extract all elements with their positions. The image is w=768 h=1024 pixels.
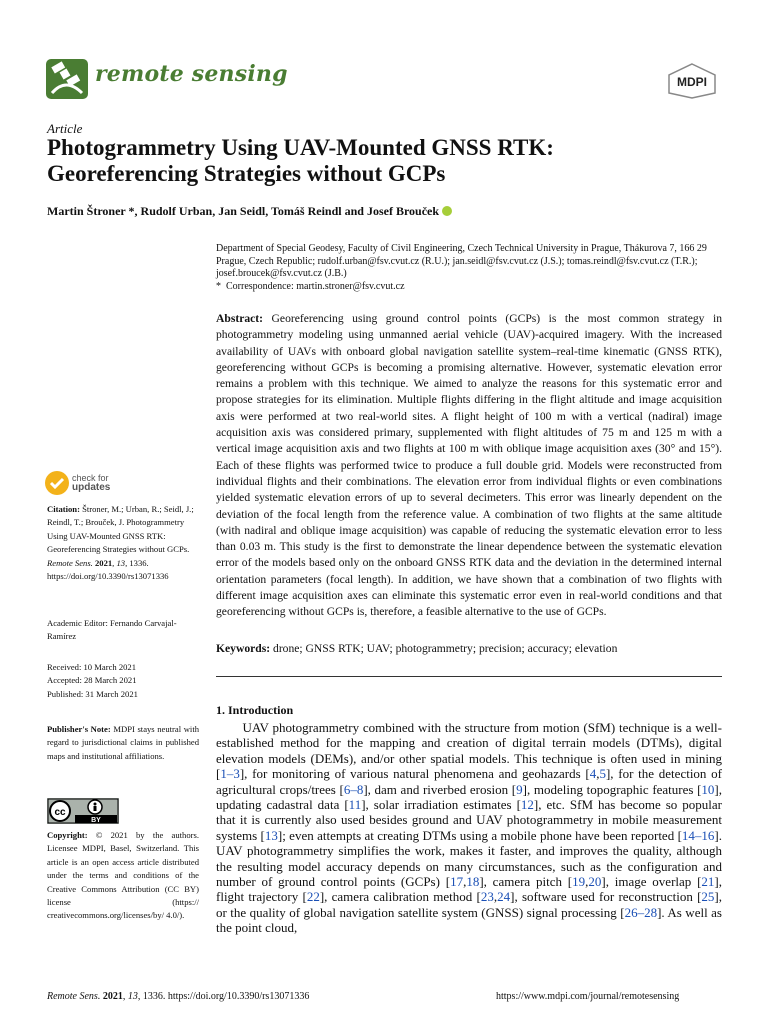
ref-link[interactable]: 11 [348,797,362,813]
section-divider [216,676,722,677]
publisher-note [47,723,199,763]
ref-link[interactable]: 12 [520,797,534,813]
mdpi-logo [666,63,718,99]
ref-link[interactable]: 9 [516,781,523,797]
footer-doi[interactable]: , 1336. https://doi.org/10.3390/rs13071336 [137,991,310,1002]
footer-journal-url[interactable]: https://www.mdpi.com/journal/remotesensing [496,991,680,1002]
introduction-text: UAV photogrammetry combined with the structure from motion (SfM) technique is a well-established method for the mapping and creation of digital terrain models (DTMs), digital elevation models (DEMs), and/or other spatial models. This technique is often used in mining [1–3], for monitoring of various natural phenomena and geohazards [4,5], for the detection of agricultural crops/trees [6–8], dam and riverbed erosion [9], modeling topographic features [10], updating cadastral data [11], solar irradiation estimates [12], etc. SfM has become so popular that it is currently also used besides ground and UAV photogrammetry in mobile measurement systems [13]; even attempts at creating DTMs using a mobile phone have been reported [14–16]. UAV photogrammetry simplifies the work, makes it faster, and improves the quality, although the resulting model accuracy depends on many circumstances, such as the configuration and number of ground control points (GCPs) [17,18], camera pitch [19,20], image overlap [21], flight trajectory [22], camera calibration method [23,24], software used for reconstruction [25], or the quality of global navigation satellite system (GNSS) signal processing [26–28]. As well as the point cloud, [216,720,723,936]
article-type: Article [47,121,83,136]
mdpi-text: MDPI [677,75,707,89]
abstract-label: Abstract: [216,312,264,325]
keywords-text: drone; GNSS RTK; UAV; photogrammetry; precision; accuracy; elevation [273,642,618,655]
citation-journal: Remote Sens. [47,557,93,568]
cc-by-license-badge[interactable] [47,798,119,824]
section-heading: 1. Introduction [216,703,294,717]
received-date: Received: 10 March 2021 [47,662,137,672]
ref-link[interactable]: 10 [701,781,715,797]
journal-name: remote sensing [95,61,288,87]
abstract [216,311,722,621]
copyright-label: Copyright: [47,830,88,840]
check-for-updates-button[interactable] [44,470,174,496]
ref-link[interactable]: 22 [306,889,320,905]
published-date: Published: 31 March 2021 [47,688,138,699]
remote-sensing-logo-icon [46,59,88,99]
ref-link[interactable]: 21 [701,874,715,890]
keywords [216,641,722,657]
ref-link[interactable]: 6–8 [343,781,364,797]
citation-volume: 13 [116,557,126,568]
paper-title: Photogrammetry Using UAV-Mounted GNSS RTK: Georeferencing Strategies without GCPs [47,135,554,186]
orcid-icon[interactable] [442,206,452,216]
ref-link[interactable]: 19 [572,874,586,890]
copyright-text: © 2021 by the authors. Licensee MDPI, Basel, Switzerland. This article is an open access article distributed under the terms and conditions of the Creative Commons Attribution (CC BY) license (https:// creativecommons.org/licenses/by/ 4.0/). [47,830,199,921]
check-updates-line2: updates [72,482,111,493]
ref-link[interactable]: 25 [701,889,715,905]
abstract-text: Georeferencing using ground control points (GCPs) is the most common strategy in photogrammetry modeling using unmanned aerial vehicle (UAV)-acquired imagery. With the increased availability of UAVs with onboard global navigation satellite system–real-time kinematic (GNSS RTK), georeferencing without GCPs is becoming a promising alternative. However, systematic elevation error remains a problem with this technique. We aimed to analyze the reasons for this systematic error and propose strategies for its elimination. Multiple flights differing in the flight altitude and image acquisition axis were performed at two real-world sites. A flight height of 100 m with a vertical (nadiral) image acquisition axis was considered primary, supplemented with flight altitudes of 75 m and 125 m with a vertical image acquisition axis and two flights at 100 m with oblique image acquisition axes (30° and 15°). Each of these flights was performed twice to produce a full double grid. Models were reconstructed from individual flights and their combinations. The elevation error from individual flights or even combinations yielded systematic elevation errors of up to several decimeters. This error was linearly dependent on the deviation of the focal length from the reference value. A combination of two flights at the same altitude (with nadiral and oblique image acquisition) was capable of reducing the systematic elevation error to less than 0.03 m. This study is the first to demonstrate the linear dependence between the systematic elevation error of the models based only on the onboard GNSS RTK data and the deviation in the determined internal orientation parameters (focal length). In addition, we have shown that a combination of two flights with different image acquisition axes can eliminate this systematic error even in real-world conditions and that georeferencing without GCPs is, therefore, a feasible alternative to the use of GCPs. [216,312,723,619]
author-list [47,204,452,219]
citation-pages: , 1336. [125,557,149,568]
ref-link[interactable]: 20 [588,874,602,890]
ref-link[interactable]: 26–28 [624,904,658,920]
ref-link[interactable]: 24 [497,889,511,905]
footer-volume: 13 [127,991,138,1002]
ref-link[interactable]: 4 [589,766,597,782]
correspondence: * Correspondence: martin.stroner@fsv.cvut.cz [216,280,405,292]
check-updates-line1: check for [72,473,109,483]
footer-journal: Remote Sens. [47,991,101,1002]
publisher-note-label: Publisher's Note: [47,724,111,734]
affiliation: Department of Special Geodesy, Faculty of Civil Engineering, Czech Technical University in Prague, Thákurova 7, 166 29 Prague, Czech Republic; rudolf.urban@fsv.cvut.cz (R.U.); jan.seidl@fsv.cvut.cz (J.S.); tomas.reindl@fsv.cvut.cz (T.R.); josef.broucek@fsv.cvut.cz (J.B.) [216,243,707,280]
svg-text:cc: cc [54,807,66,818]
accepted-date: Accepted: 28 March 2021 [47,675,137,686]
keywords-label: Keywords: [216,642,271,655]
footer-citation: Remote Sens. 2021, 13, 1336. https://doi.org/10.3390/rs13071336 [47,991,310,1002]
cc-by-label: BY [91,817,101,824]
ref-link[interactable]: 5 [599,766,606,782]
ref-link[interactable]: 18 [466,874,480,890]
footer-year: 2021 [102,991,123,1002]
citation-block: Citation: Štroner, M.; Urban, R.; Seidl, J.; Reindl, T.; Brouček, J. Photogrammetry Using UAV-Mounted GNSS RTK: Georeferencing Strategies without GCPs. Remote Sens. 2021, 13, 1336. https://doi.org/10.3390/rs13071336 [47,504,194,582]
ref-link[interactable]: 1–3 [220,766,240,782]
copyright-block [47,829,199,923]
publisher-note-text: MDPI stays neutral with regard to jurisdictional claims in published maps and institutional affiliations. [47,724,200,761]
check-updates-icon [44,470,70,496]
ref-link[interactable]: 14–16 [681,827,715,843]
dates-block [47,661,199,701]
authors-text: Martin Štroner *, Rudolf Urban, Jan Seidl, Tomáš Reindl and Josef Brouček [47,204,440,218]
citation-label: Citation: [47,504,80,514]
ref-link[interactable]: 17 [450,874,464,890]
ref-link[interactable]: 23 [480,889,494,905]
ref-link[interactable]: 13 [264,827,278,843]
academic-editor: Academic Editor: Fernando Carvajal-Ramírez [47,618,177,642]
citation-doi-link[interactable]: https://doi.org/10.3390/rs13071336 [47,571,169,582]
affiliation-block [216,243,726,293]
citation-year: 2021 [94,557,113,568]
citation-text: Štroner, M.; Urban, R.; Seidl, J.; Reindl, T.; Brouček, J. Photogrammetry Using UAV-Mounted GNSS RTK: Georeferencing Strategies without GCPs. [47,504,194,555]
